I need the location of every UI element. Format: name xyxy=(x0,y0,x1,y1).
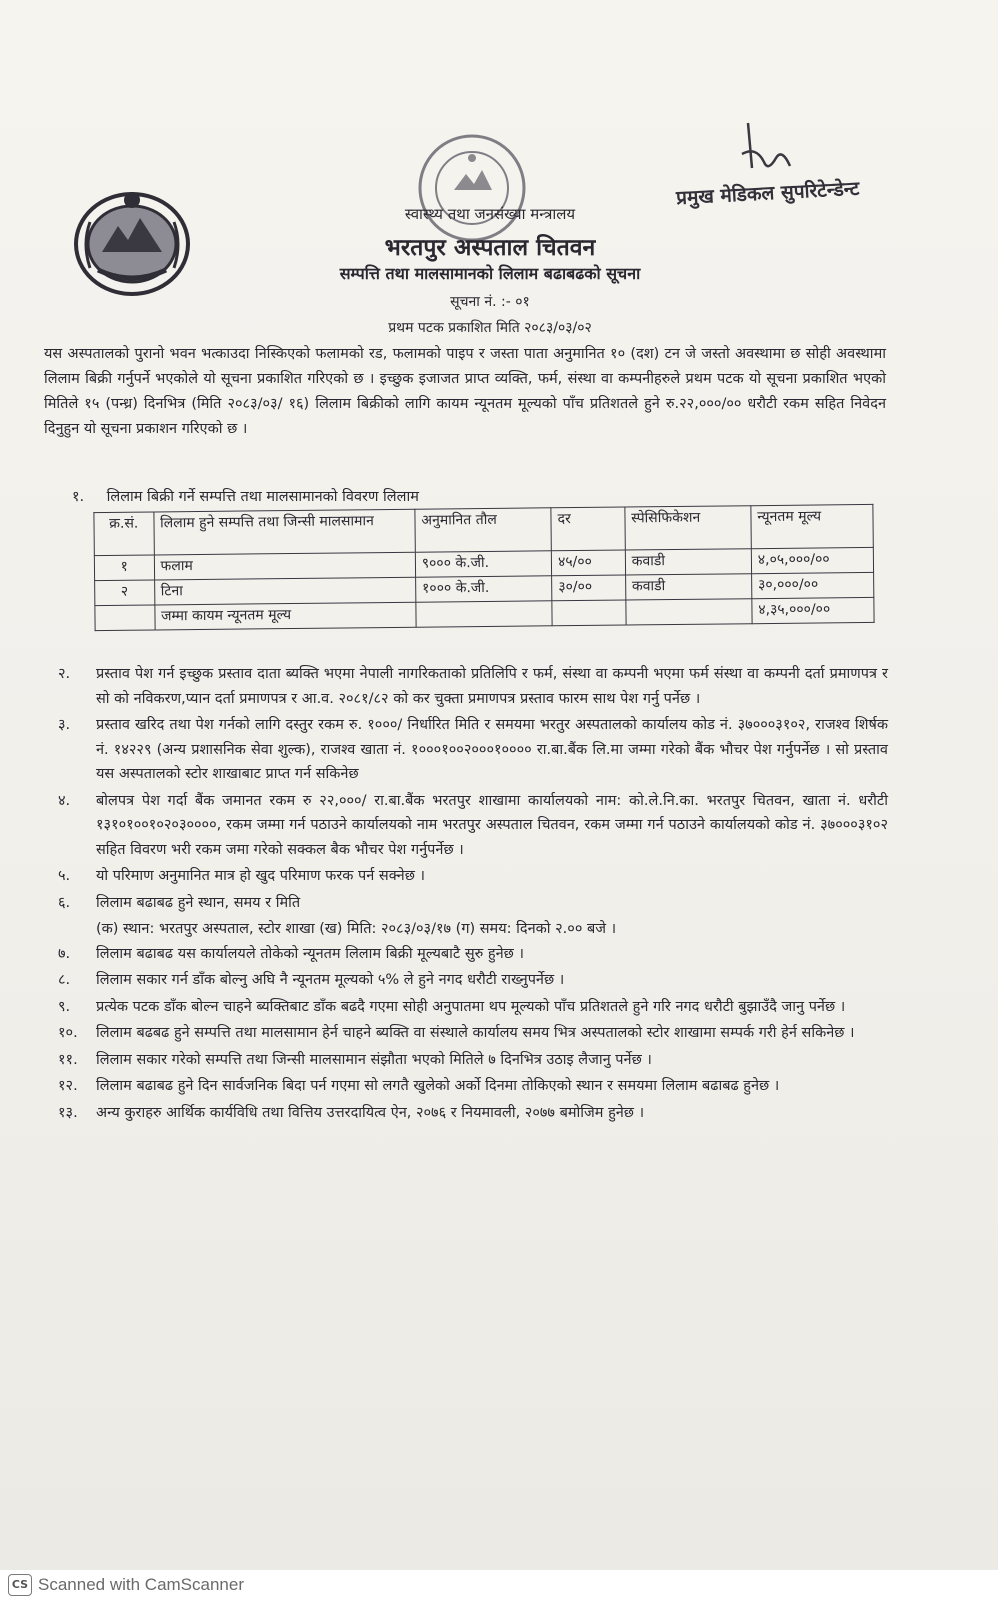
nepal-emblem-icon xyxy=(68,182,196,302)
scanner-watermark-text: Scanned with CamScanner xyxy=(38,1575,245,1594)
header-cell-sn: क्र.सं. xyxy=(94,512,154,556)
table-cell: टिना xyxy=(154,577,416,605)
point-number: ४. xyxy=(58,792,71,809)
table-cell xyxy=(552,600,626,626)
camscanner-logo-icon: CS xyxy=(8,1574,32,1596)
signatory-title: प्रमुख मेडिकल सुपरिटेन्डेन्ट xyxy=(675,177,860,210)
table-cell: फलाम xyxy=(154,552,416,580)
section-1-number: १. xyxy=(72,489,85,505)
point-text: प्रत्येक पटक डाँक बोल्न चाहने ब्यक्तिबाट डाँक बढदै गएमा सोही अनुपातमा थप मूल्यको पाँच प्रतिशतले हुने गरि नगद धरौटी बुझाउँदै जानु पर्नेछ । xyxy=(96,998,846,1015)
table-cell-total-label: जम्मा कायम न्यूनतम मूल्य xyxy=(154,602,416,630)
list-item xyxy=(58,713,888,787)
list-item xyxy=(58,789,888,863)
list-item xyxy=(58,995,888,1020)
list-item xyxy=(58,1074,888,1099)
point-text: लिलाम बढाबढ यस कार्यालयले तोकेको न्यूनतम लिलाम बिक्री मूल्यबाटै सुरु हुनेछ । xyxy=(96,945,524,962)
point-text: बोलपत्र पेश गर्दा बैंक जमानत रकम रु २२,०००/ रा.बा.बैंक भरतपुर शाखामा कार्यालयको नाम: को.ले.नि.का. भरतपुर चितवन, खाता नं. धरौटी १३१०१००१०२०३००००, रकम जम्मा गर्न पठाउने कार्यालयको नाम भरतपुर अस्पताल चितवन, रकम जम्मा गर्न पठाउने कार्यालयको कोड नं. ३७०००३१०२ सहित विवरण भरी रकम जमा गरेको सक्कल बैक भौचर पेश गर्नुपर्नेछ । xyxy=(96,792,888,858)
header-cell-spec: स्पेसिफिकेशन xyxy=(625,506,752,550)
table-cell: ४५/०० xyxy=(551,550,625,576)
table-cell: १ xyxy=(94,555,154,581)
point-text: यो परिमाण अनुमानित मात्र हो खुद परिमाण फरक पर्न सक्नेछ । xyxy=(96,868,425,884)
point-text: लिलाम सकार गर्न डाँक बोल्नु अघि नै न्यूनतम मूल्यको ५% ले हुने नगद धरौटी राख्नुपर्नेछ । xyxy=(96,972,565,988)
point-text: प्रस्ताव खरिद तथा पेश गर्नको लागि दस्तुर रकम रु. १०००/ निर्धारित मिति र समयमा भरतुर अस्पतालको कार्यालय कोड नं. ३७०००३१०२, राजश्व शिर्षक नं. १४२२९ (अन्य प्रशासनिक सेवा शुल्क), राजश्व खाता नं. १०००१००२०००१०००० रा.बा.बैंक लि.मा जम्मा गरेको बैंक भौचर पेश गर्नुपर्नेछ । सो प्रस्ताव यस अस्पतालको स्टोर शाखाबाट प्राप्त गर्न सकिनेछ xyxy=(96,717,888,782)
point-text: प्रस्ताव पेश गर्न इच्छुक प्रस्ताव दाता ब्यक्ति भएमा नेपाली नागरिकताको प्रतिलिपि र फर्म, संस्था वा कम्पनी भएमा फर्म संस्था वा कम्पनी दर्ता प्रमाणपत्र र सो को नविकरण,प्यान दर्ता प्रमाणपत्र र आ.व. २०८१/८२ को कर चुक्ता प्रमाणपत्र प्रस्ताव फारम साथ पेश गर्नु पर्नेछ । xyxy=(96,666,888,707)
point-number: ५. xyxy=(58,868,71,884)
point-number: ८. xyxy=(58,972,71,988)
table-cell: कवाडी xyxy=(625,549,751,575)
point-number: ६. xyxy=(58,894,71,911)
header-cell-min-value: न्यूनतम मूल्य xyxy=(751,504,874,548)
notice-title: सम्पत्ति तथा मालसामानको लिलाम बढाबढको सूचना xyxy=(339,264,641,283)
table-cell: ९००० के.जी. xyxy=(415,551,551,577)
hospital-name: भरतपुर अस्पताल चितवन xyxy=(384,235,596,261)
table-cell: कवाडी xyxy=(625,574,751,600)
list-item xyxy=(58,662,888,711)
point-number: ७. xyxy=(58,945,71,962)
point-number: १०. xyxy=(58,1025,78,1041)
table-cell: १००० के.जी. xyxy=(415,576,551,602)
point-number: १२. xyxy=(58,1078,78,1094)
list-item xyxy=(58,864,888,889)
section-1-title: लिलाम बिक्री गर्ने सम्पत्ति तथा मालसामानको विवरण लिलाम xyxy=(106,489,419,505)
scanner-watermark-bar xyxy=(0,1570,998,1600)
header-cell-item: लिलाम हुने सम्पत्ति तथा जिन्सी मालसामान xyxy=(153,509,415,555)
list-item xyxy=(58,942,888,967)
list-item xyxy=(58,968,888,993)
list-item xyxy=(58,1021,888,1046)
items-table xyxy=(93,504,874,631)
point-number: ११. xyxy=(58,1051,78,1068)
intro-paragraph: यस अस्पतालको पुरानो भवन भत्काउदा निस्किएको फलामको रड, फलामको पाइप र जस्ता पाता अनुमानित १० (दश) टन जे जस्तो अवस्थामा छ सोही अवस्थामा लिलाम बिक्री गर्नुपर्ने भएकोले यो सूचना प्रकाशित गरिएको छ । इच्छुक इजाजत प्राप्त व्यक्ति, फर्म, संस्था वा कम्पनीहरुले प्रथम पटक यो सूचना प्रकाशित भएको मितिले १५ (पन्ध्र) दिनभित्र (मिति २०८३/०३/ १६) लिलाम बिक्रीको लागि कायम न्यूनतम मूल्यको पाँच प्रतिशतले हुने रु.२२,०००/०० धरौटी रकम सहित निवेदन दिनुहुन यो सूचना प्रकाशन गरिएको छ । xyxy=(44,346,886,437)
point-number: ९. xyxy=(58,998,71,1015)
notice-points-list xyxy=(58,662,888,1127)
notice-number: सूचना नं. :- ०१ xyxy=(450,294,530,310)
header-cell-weight: अनुमानित तौल xyxy=(415,508,552,552)
table-cell xyxy=(95,605,155,631)
list-item xyxy=(58,1101,888,1126)
point-text: लिलाम बढबढ हुने सम्पत्ति तथा मालसामान हेर्न चाहने ब्यक्ति वा संस्थाले कार्यालय समय भित्र अस्पतालको स्टोर शाखामा सम्पर्क गरी हेर्न सकिनेछ । xyxy=(96,1025,855,1041)
table-cell: ३०,०००/०० xyxy=(751,572,873,598)
table-cell: ४,०५,०००/०० xyxy=(751,547,873,573)
table-cell-total-value: ४,३५,०००/०० xyxy=(752,597,874,623)
point-text: लिलाम सकार गरेको सम्पत्ति तथा जिन्सी मालसामान संझौता भएको मितिले ७ दिनभित्र उठाइ लैजानु पर्नेछ । xyxy=(96,1051,652,1068)
point-number: १३. xyxy=(58,1104,78,1121)
table-cell xyxy=(416,601,552,627)
published-date: प्रथम पटक प्रकाशित मिति २०८३/०३/०२ xyxy=(388,320,592,336)
ministry-name: स्वास्थ्य तथा जनसंख्या मन्त्रालय xyxy=(404,205,576,223)
list-item xyxy=(58,891,888,916)
point-number: ३. xyxy=(58,717,71,733)
header-cell-rate: दर xyxy=(551,507,625,551)
point-text: लिलाम बढाबढ हुने दिन सार्वजनिक बिदा पर्न गएमा सो लगतै खुलेको अर्को दिनमा तोकिएको स्थान र समयमा लिलाम बढाबढ हुनेछ । xyxy=(96,1078,780,1094)
table-cell: ३०/०० xyxy=(552,575,626,601)
point-text: लिलाम बढाबढ हुने स्थान, समय र मिति xyxy=(96,894,301,911)
section-1-heading xyxy=(72,486,419,506)
point-text: अन्य कुराहरु आर्थिक कार्यविधि तथा वित्तिय उत्तरदायित्व ऐन, २०७६ र नियमावली, २०७७ बमोजिम हुनेछ । xyxy=(96,1104,645,1121)
table-cell: २ xyxy=(95,580,155,606)
table-cell xyxy=(626,599,752,625)
point-sub-details: (क) स्थान: भरतपुर अस्पताल, स्टोर शाखा (ख) मिति: २०८३/०३/१७ (ग) समय: दिनको २.०० बजे । xyxy=(96,921,617,937)
point-number: २. xyxy=(58,666,71,682)
list-item xyxy=(58,1048,888,1073)
